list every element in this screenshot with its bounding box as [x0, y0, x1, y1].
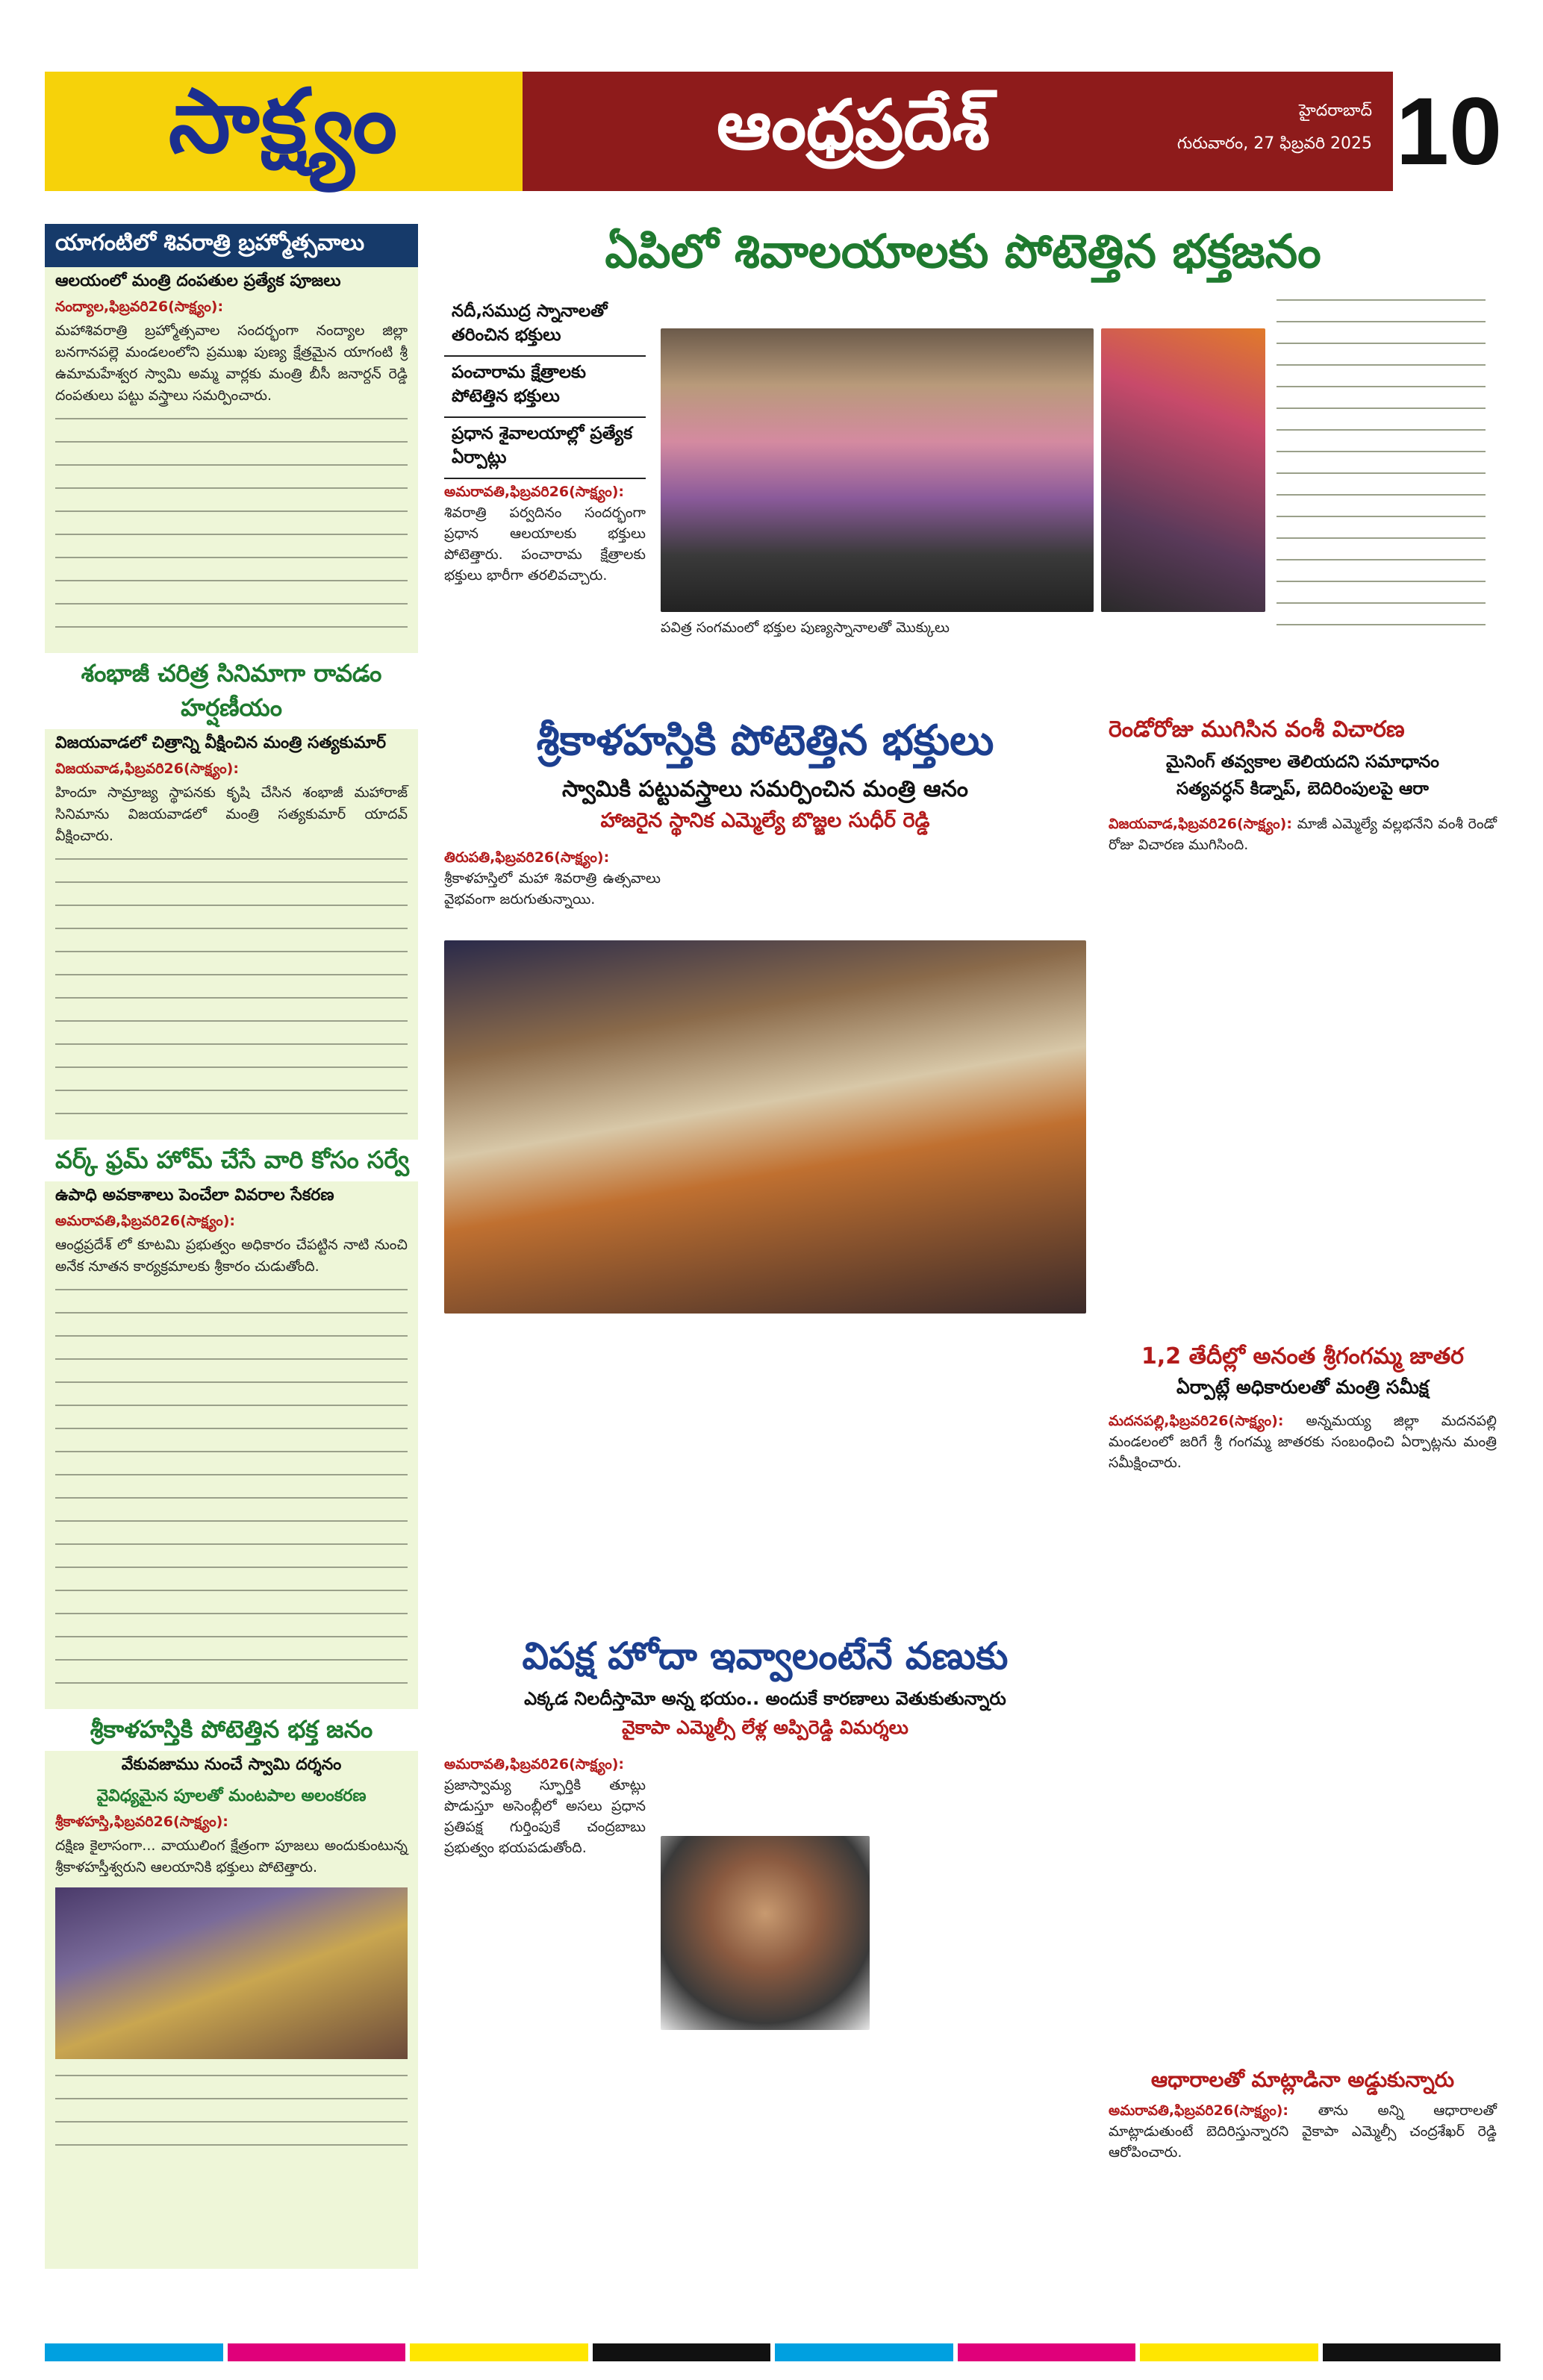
highlight-item: ప్రధాన శైవాలయాల్లో ప్రత్యేక ఏర్పాట్లు: [444, 418, 646, 479]
jatara-dateline: మదనపల్లి,ఫిబ్రవరి26(సాక్ష్యం):: [1109, 1413, 1284, 1429]
opposition-story: [429, 1634, 1101, 2261]
story-body: ఆంధ్రప్రదేశ్ లో కూటమి ప్రభుత్వం అధికారం చేపట్టిన నాటి నుంచి అనేక నూతన కార్యక్రమాలకు శ్రీకారం చుడుతోంది.: [55, 1237, 408, 1275]
opposition-headline: విపక్ష హోదా ఇవ్వాలంటేనే వణుకు: [522, 1634, 1009, 1678]
newspaper-logo: [45, 69, 523, 191]
kalahasti-subhead: స్వామికి పట్టువస్త్రాలు సమర్పించిన మంత్రి ఆనం: [562, 776, 968, 802]
aadharalu-dateline: అమరావతి,ఫిబ్రవరి26(సాక్ష్యం):: [1109, 2102, 1289, 2119]
story-subtitle-2: వైవిధ్యమైన పూలతో మంటపాల అలంకరణ: [96, 1787, 367, 1805]
lead-story: [429, 224, 1497, 657]
kalahasti-headline: శ్రీకాళహస్తికి పోటెత్తిన భక్తులు: [536, 716, 994, 765]
edition-city: హైదరాబాద్: [1299, 101, 1372, 120]
story-shambhaji: [45, 653, 418, 1126]
story-body: హిందూ సామ్రాజ్య స్థాపనకు కృషి చేసిన శంభాజీ మహారాజ్ సినిమాను విజయవాడలో మంత్రి సత్యకుమార్ యాదవ్ వీక్షించారు.: [55, 784, 408, 844]
main-content: [429, 224, 1497, 2269]
jatara-body: [1109, 1411, 1497, 1473]
vamshi-body-text: మాజీ ఎమ్మెల్యే వల్లభనేని వంశీ రెండో రోజు విచారణ ముగిసింది.: [1109, 816, 1497, 853]
kalahasti-story: [429, 716, 1101, 1687]
devotees-photo-2: [1101, 328, 1265, 612]
page-number-box: [1388, 72, 1505, 191]
temple-decoration-photo: [55, 1887, 408, 2059]
story-yaganti: [45, 224, 418, 640]
story-title: యాగంటిలో శివరాత్రి బ్రహ్మోత్సవాలు: [45, 224, 418, 267]
print-color-bar: [45, 2343, 1500, 2361]
edition-date: గురువారం, 27 ఫిబ్రవరి 2025: [1176, 134, 1372, 153]
vamshi-subhead: మైనింగ్ తవ్వకాల తెలియదని సమాధానం: [1166, 752, 1439, 772]
highlight-item: పంచారామ క్షేత్రాలకు పోటెత్తిన భక్తులు: [444, 357, 646, 418]
story-title: వర్క్ ఫ్రమ్ హోమ్ చేసే వారి కోసం సర్వే: [45, 1140, 418, 1181]
vamshi-headline: రెండోరోజు ముగిసిన వంశీ విచారణ: [1109, 716, 1405, 743]
story-body: దక్షిణ కైలాసంగా... వాయులింగ క్షేత్రంగా పూజలు అందుకుంటున్న శ్రీకాళహస్తీశ్వరుని ఆలయానికి భక్తులు పోటెత్తారు.: [55, 1837, 408, 1875]
section-name: ఆంధ్రప్రదేశ్: [717, 85, 990, 165]
vamshi-story: [1109, 716, 1497, 1336]
opposition-dateline: అమరావతి,ఫిబ్రవరి26(సాక్ష్యం):: [444, 1756, 625, 1772]
aadharalu-body-text: తాను అన్ని ఆధారాలతో మాట్లాడుతుంటే బెదిరిస్తున్నారని వైకాపా ఎమ్మెల్సీ చంద్రశేఖర్ రెడ్డి ఆరోపించారు.: [1109, 2102, 1497, 2161]
story-subtitle: వేకువజాము నుంచే స్వామి దర్శనం: [121, 1755, 342, 1774]
story-title: శంభాజీ చరిత్ర సినిమాగా రావడం హర్షణీయం: [45, 653, 418, 729]
kalahasti-body: [444, 847, 661, 910]
jatara-headline: 1,2 తేదీల్లో అనంత శ్రీగంగమ్మ జాతర: [1141, 1343, 1464, 1369]
kalahasti-subhead-2: హాజరైన స్థానిక ఎమ్మెల్యే బొజ్జల సుధీర్ రెడ్డి: [600, 809, 930, 832]
story-body: మహాశివరాత్రి బ్రహ్మోత్సవాల సందర్భంగా నంద్యాల జిల్లా బనగానపల్లె మండలంలోని ప్రముఖ పుణ్య క్షేత్రమైన యాగంటి శ్రీ ఉమామహేశ్వర స్వామి అమ్మ వార్లకు మంత్రి బీసీ జనార్దన్ రెడ్డి దంపతులు పట్టు వస్త్రాలు సమర్పించారు.: [55, 322, 408, 404]
story-dateline: నంద్యాల,ఫిబ్రవరి26(సాక్ష్యం):: [55, 299, 224, 315]
opposition-subhead: ఎక్కడ నిలదీస్తామో అన్న భయం.. అందుకే కారణాలు వెతుకుతున్నారు: [524, 1688, 1006, 1709]
story-work-from-home: [45, 1140, 418, 1696]
section-banner: [523, 72, 1388, 191]
story-title: శ్రీకాళహస్తికి పోటెత్తిన భక్త జనం: [45, 1709, 418, 1751]
opposition-body: [444, 1754, 646, 1858]
aadharalu-headline: ఆధారాలతో మాట్లాడినా అడ్డుకున్నారు: [1150, 2067, 1455, 2092]
story-subtitle: ఆలయంలో మంత్రి దంపతుల ప్రత్యేక పూజలు: [55, 272, 341, 290]
vamshi-body: [1109, 813, 1497, 855]
story-dateline: శ్రీకాళహస్తి,ఫిబ్రవరి26(సాక్ష్యం):: [55, 1814, 228, 1830]
masthead: [45, 69, 1503, 191]
story-dateline: విజయవాడ,ఫిబ్రవరి26(సాక్ష్యం):: [55, 760, 239, 777]
minister-temple-photo: [444, 940, 1086, 1314]
kalahasti-dateline: తిరుపతి,ఫిబ్రవరి26(సాక్ష్యం):: [444, 849, 610, 866]
lead-body-col-right: [1277, 291, 1486, 649]
jatara-body-text: అన్నమయ్య జిల్లా మదనపల్లి మండలంలో జరిగే శ్రీ గంగమ్మ జాతరకు సంబంధించి ఏర్పాట్లను మంత్రి సమీక్షించారు.: [1109, 1413, 1497, 1471]
lead-body: శివరాత్రి పర్వదినం సందర్భంగా ప్రధాన ఆలయాలకు భక్తులు పోటెత్తారు. పంచారామ క్షేత్రాలకు భక్తులు భారీగా తరలివచ్చారు.: [444, 505, 646, 584]
story-subtitle: విజయవాడలో చిత్రాన్ని వీక్షించిన మంత్రి సత్యకుమార్: [55, 734, 387, 752]
page-number: 10: [1395, 78, 1503, 185]
kalahasti-body-text: శ్రీకాళహస్తిలో మహా శివరాత్రి ఉత్సవాలు వైభవంగా జరుగుతున్నాయి.: [444, 870, 661, 908]
opposition-subhead-2: వైకాపా ఎమ్మెల్సీ లేళ్ల అప్పిరెడ్డి విమర్శలు: [622, 1717, 908, 1738]
logo-text: సాక్ష్యం: [168, 69, 399, 172]
appireddy-portrait: [661, 1836, 870, 2030]
story-subtitle: ఉపాధి అవకాశాలు పెంచేలా వివరాల సేకరణ: [55, 1186, 334, 1205]
highlight-item: నదీ,సముద్ర స్నానాలతో తరించిన భక్తులు: [444, 296, 646, 357]
devotees-photo-1: [661, 328, 1094, 612]
story-kalahasti-crowd: [45, 1709, 418, 2158]
jatara-story: [1109, 1343, 1497, 1642]
lead-photo-caption: పవిత్ర సంగమంలో భక్తుల పుణ్యస్నానాలతో మొక్కులు: [661, 619, 950, 636]
lead-highlights: [444, 296, 646, 479]
story-dateline: అమరావతి,ఫిబ్రవరి26(సాక్ష్యం):: [55, 1213, 236, 1229]
opposition-body-text: ప్రజాస్వామ్య స్ఫూర్తికి తూట్లు పొడుస్తూ అసెంబ్లీలో అసలు ప్రధాన ప్రతిపక్ష గుర్తింపుకే చంద్రబాబు ప్రభుత్వం భయపడుతోంది.: [444, 1777, 646, 1856]
jatara-subhead: ఏర్పాట్లే అధికారులతో మంత్రి సమీక్ష: [1176, 1376, 1429, 1398]
lead-dateline: అమరావతి,ఫిబ్రవరి26(సాక్ష్యం):: [444, 484, 625, 500]
lead-headline: ఏపిలో శివాలయాలకు పోటెత్తిన భక్తజనం: [605, 224, 1321, 278]
left-sidebar: [45, 224, 418, 2269]
aadharalu-body: [1109, 2100, 1497, 2163]
lead-body-col1: [444, 481, 646, 586]
aadharalu-story: [1109, 2067, 1497, 2261]
vamshi-subhead-2: సత్యవర్ధన్ కిడ్నాప్, బెదిరింపులపై ఆరా: [1176, 779, 1429, 799]
vamshi-dateline: విజయవాడ,ఫిబ్రవరి26(సాక్ష్యం):: [1109, 816, 1292, 832]
